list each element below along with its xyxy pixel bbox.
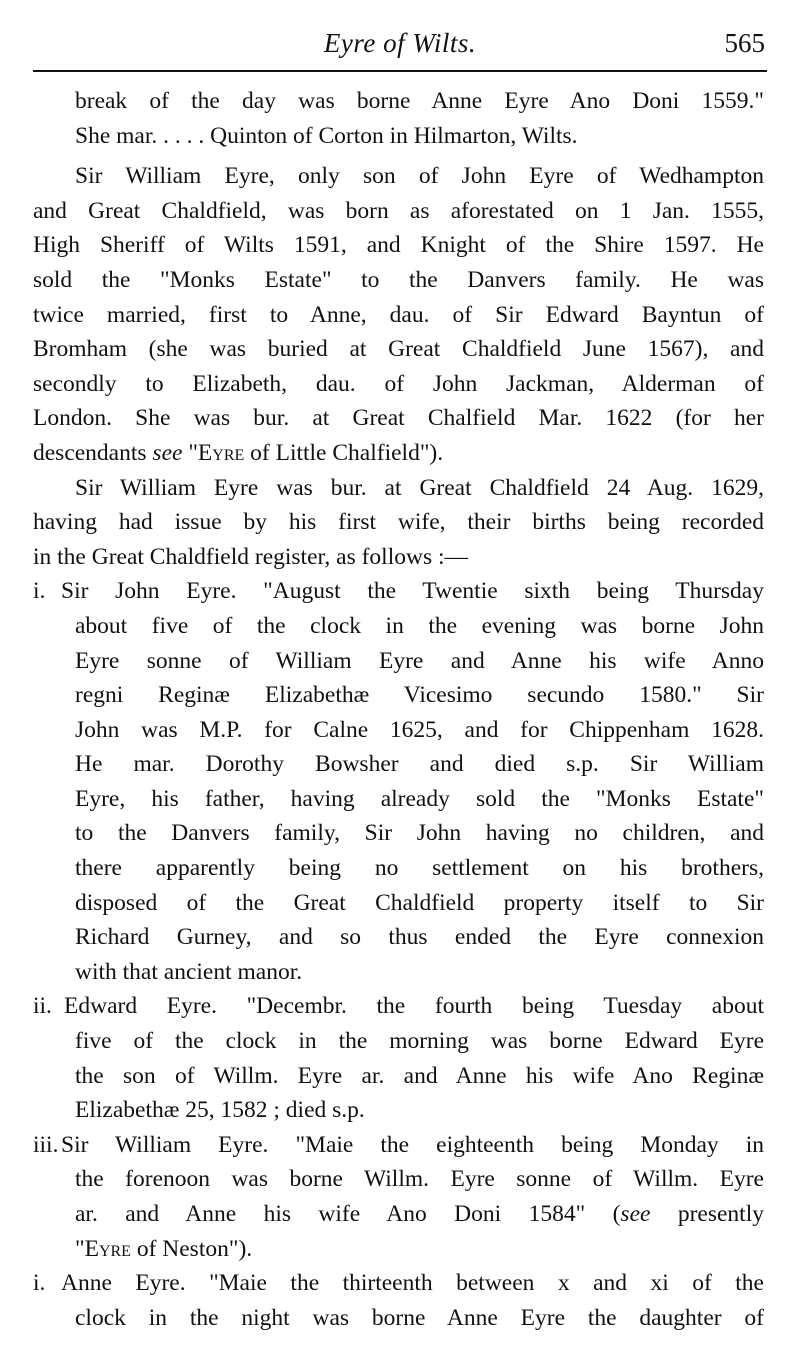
text-line: John was M.P. for Calne 1625, and for Chippenham 1628. [75, 716, 764, 743]
text-line: twice married, first to Anne, dau. of Sir Edward Bayntun of [33, 301, 764, 328]
entry-number: iii. [33, 1131, 59, 1158]
header-rule [33, 70, 767, 72]
text-line: five of the clock in the morning was borne Edward Eyre [75, 1028, 764, 1055]
entry-text: Sir John Eyre. "August the Twentie sixth being Thursday [61, 578, 764, 605]
text-line: London. She was bur. at Great Chalfield Mar. 1622 (for her [33, 405, 764, 432]
text-line: the son of Willm. Eyre ar. and Anne his wife Ano Reginæ [75, 1062, 764, 1089]
text-line: and Great Chaldfield, was born as aforestated on 1 Jan. 1555, [33, 197, 764, 224]
text-run: presently [650, 1201, 764, 1227]
text-line: disposed of the Great Chaldfield property itself to Sir [75, 889, 764, 916]
entry-text: Anne Eyre. "Maie the thirteenth between x and xi of the [61, 1270, 764, 1297]
smallcaps-eyre: Eyre [84, 1235, 131, 1262]
smallcaps-eyre: Eyre [197, 439, 245, 466]
text-line: Sir William Eyre was bur. at Great Chaldfield 24 Aug. 1629, [75, 474, 764, 501]
text-run: descendants [33, 439, 153, 466]
text-line: Elizabethæ 25, 1582 ; died s.p. [75, 1097, 365, 1124]
page-number: 565 [724, 28, 765, 58]
issue-entry [33, 989, 764, 1127]
entry-number: i. [33, 1270, 46, 1297]
text-line: having had issue by his first wife, their births being recorded [33, 509, 764, 536]
text-run: of Neston"). [130, 1235, 253, 1262]
text-line: Richard Gurney, and so thus ended the Eyre connexion [75, 924, 764, 951]
text-run: ar. and Anne his wife Ano Doni 1584" ( [75, 1201, 621, 1227]
paragraph-burial [33, 471, 764, 575]
entry-first-line [33, 989, 764, 1024]
text-line: Eyre sonne of William Eyre and Anne his wife Anno [75, 647, 764, 674]
issue-entry [33, 574, 764, 989]
entry-text: Edward Eyre. "Decembr. the fourth being Tuesday about [64, 993, 764, 1020]
entry-first-line [33, 1128, 764, 1163]
text-line: the forenoon was borne Willm. Eyre sonne of Willm. Eyre [75, 1166, 764, 1193]
text-line: High Sheriff of Wilts 1591, and Knight of the Shire 1597. He [33, 232, 764, 259]
text-line: secondly to Elizabeth, dau. of John Jackman, Alderman of [33, 370, 764, 397]
text-line: clock in the night was borne Anne Eyre the daughter of [75, 1304, 764, 1331]
text-line [33, 436, 764, 471]
page-body [33, 84, 764, 1335]
paragraph-continuation [33, 84, 764, 153]
running-title: Eyre of Wilts. [323, 28, 477, 58]
text-line: Eyre, his father, having already sold the "Monks Estate" [75, 785, 764, 812]
text-run: of Little Chalfield"). [244, 439, 444, 466]
text-line: there apparently being no settlement on his brothers, [75, 855, 764, 882]
text-line: in the Great Chaldfield register, as follows :— [33, 543, 469, 570]
text-line: break of the day was borne Anne Eyre Ano Doni 1559." [75, 88, 764, 114]
italic-see: see [152, 439, 183, 466]
entry-number: ii. [33, 993, 52, 1020]
text-line: He mar. Dorothy Bowsher and died s.p. Sir William [75, 751, 764, 778]
entry-number: i. [33, 578, 46, 605]
entry-first-line [33, 1266, 764, 1301]
text-line: Bromham (she was buried at Great Chaldfield June 1567), and [33, 336, 764, 363]
text-line [33, 1197, 764, 1232]
page-header [33, 24, 767, 64]
issue-entry [33, 1128, 764, 1266]
text-line: Sir William Eyre, only son of John Eyre of Wedhampton [75, 163, 764, 190]
entry-first-line [33, 574, 764, 609]
text-line: about five of the clock in the evening was borne John [75, 612, 764, 639]
text-run: " [75, 1235, 85, 1262]
text-line: She mar. . . . . Quinton of Corton in Hilmarton, Wilts. [75, 122, 578, 149]
entry-text: Sir William Eyre. "Maie the eighteenth being Monday in [61, 1131, 764, 1158]
text-line: with that ancient manor. [75, 958, 303, 985]
text-line: to the Danvers family, Sir John having no children, and [75, 820, 764, 847]
issue-entry [33, 1266, 764, 1335]
text-line: sold the "Monks Estate" to the Danvers family. He was [33, 266, 764, 293]
italic-see: see [620, 1201, 651, 1227]
text-line [33, 1232, 764, 1267]
text-run: " [182, 439, 198, 466]
text-line: regni Reginæ Elizabethæ Vicesimo secundo 1580." Sir [75, 682, 764, 709]
paragraph-sir-william-eyre [33, 159, 764, 470]
